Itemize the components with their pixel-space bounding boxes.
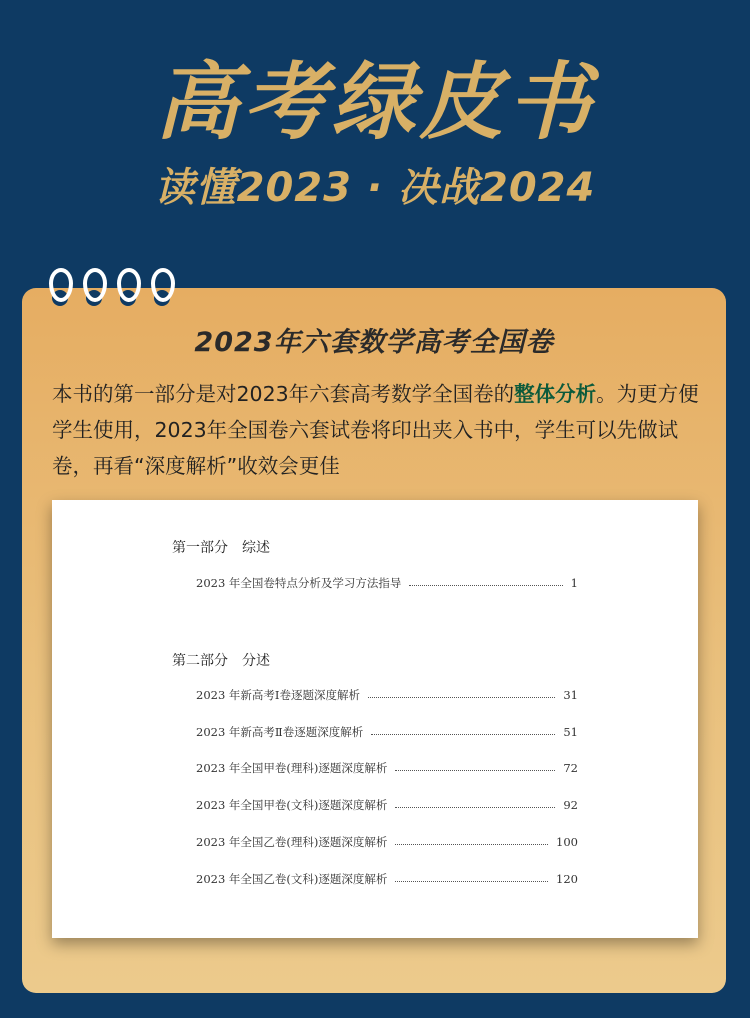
toc-row-page: 92 bbox=[563, 798, 578, 812]
binder-ring-icon bbox=[49, 268, 73, 302]
toc-dot-leader bbox=[371, 734, 555, 735]
toc-row-page: 1 bbox=[570, 576, 578, 590]
toc-row-label: 2023 年新高考Ⅰ卷逐题深度解析 bbox=[196, 688, 360, 702]
binder-rings bbox=[47, 268, 177, 308]
page-title: 高考绿皮书 bbox=[154, 53, 595, 151]
toc-page-preview bbox=[52, 500, 698, 938]
page-subtitle: 读懂2023 · 决战2024 bbox=[154, 165, 596, 211]
toc-row-page: 31 bbox=[563, 688, 578, 702]
toc-row-page: 51 bbox=[563, 725, 578, 739]
card-heading: 2023年六套数学高考全国卷 bbox=[194, 327, 554, 358]
toc-row-label: 2023 年全国乙卷(理科)逐题深度解析 bbox=[196, 835, 388, 849]
toc-row-page: 72 bbox=[563, 761, 578, 775]
toc-row-label: 2023 年全国甲卷(理科)逐题深度解析 bbox=[196, 761, 388, 775]
toc-row bbox=[196, 685, 578, 705]
toc-row bbox=[196, 832, 578, 852]
toc-section-title: 第二部分 分述 bbox=[172, 653, 270, 669]
toc-dot-leader bbox=[368, 697, 555, 698]
toc-row bbox=[196, 722, 578, 742]
toc-row-label: 2023 年新高考Ⅱ卷逐题深度解析 bbox=[196, 725, 364, 739]
intro-text: 本书的第一部分是对2023年六套高考数学全国卷的 bbox=[52, 382, 515, 406]
toc-row-label: 2023 年全国乙卷(文科)逐题深度解析 bbox=[196, 872, 388, 886]
toc-row-label: 2023 年全国卷特点分析及学习方法指导 bbox=[196, 576, 402, 590]
toc-row bbox=[196, 573, 578, 593]
binder-ring-icon bbox=[83, 268, 107, 302]
toc-dot-leader bbox=[409, 585, 562, 586]
binder-ring-icon bbox=[117, 268, 141, 302]
binder-ring-icon bbox=[151, 268, 175, 302]
toc-dot-leader bbox=[395, 807, 555, 808]
toc-dot-leader bbox=[395, 770, 555, 771]
intro-highlight: 整体分析 bbox=[514, 382, 597, 406]
toc-row bbox=[196, 869, 578, 889]
intro-paragraph bbox=[52, 376, 708, 484]
toc-row bbox=[196, 758, 578, 778]
toc-row-label: 2023 年全国甲卷(文科)逐题深度解析 bbox=[196, 798, 388, 812]
toc-row-page: 100 bbox=[556, 835, 578, 849]
toc-dot-leader bbox=[395, 844, 548, 845]
intro-text-rest: 。为更方便学生使用，2023年全国卷六套试卷将印出夹入书中，学生可以先做试卷，再看“深度解析”收效会更佳 bbox=[52, 382, 699, 478]
toc-section-title: 第一部分 综述 bbox=[172, 540, 270, 556]
toc-row bbox=[196, 795, 578, 815]
toc-row-page: 120 bbox=[556, 872, 578, 886]
toc-dot-leader bbox=[395, 881, 548, 882]
